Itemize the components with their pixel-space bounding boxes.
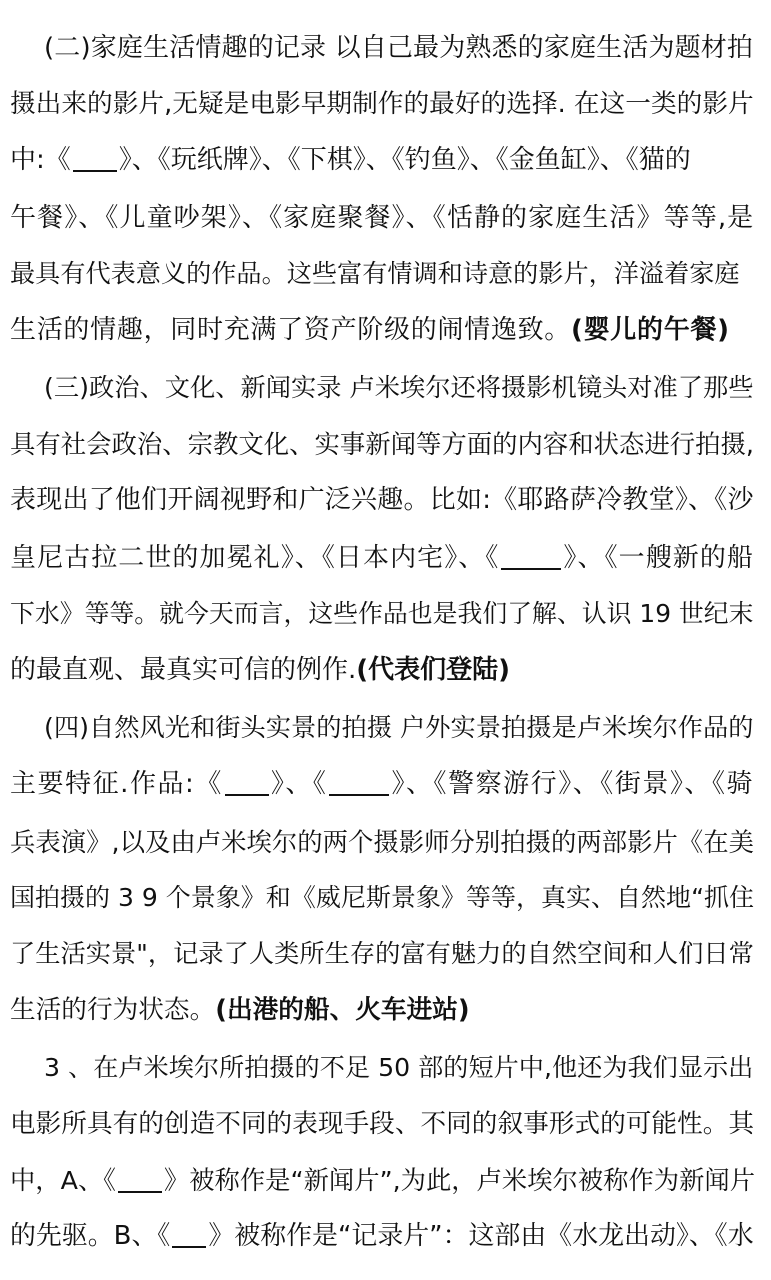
para-2-line-4: 午餐》、《儿童吵架》、《家庭聚餐》、《恬静的家庭生活》等等,是 (10, 203, 755, 233)
text-segment: 》、《警察游行》、《街景》、《骑 (391, 769, 755, 799)
para-4-line-2 (10, 756, 754, 812)
para-2-line-3 (10, 132, 691, 188)
text-segment: 的先驱。B、《 (10, 1221, 171, 1251)
text-segment: 》、《一艘新的船 (563, 543, 754, 573)
text-segment: 》、《 (270, 769, 328, 799)
para-3-line-2: 具有社会政治、宗教文化、实事新闻等方面的内容和状态进行拍摄, (10, 429, 754, 459)
para-4-line-5: 了生活实景"，记录了人类所生存的富有魅力的自然空间和人们日常 (10, 939, 754, 968)
fill-blank (118, 1165, 162, 1193)
para-4-line-4: 国拍摄的 3 9 个景象》和《威尼斯景象》等等，真实、自然地“抓住 (10, 883, 755, 912)
fill-blank (73, 144, 117, 172)
fill-blank (501, 542, 561, 570)
fill-blank (172, 1220, 206, 1248)
para-3-line-1: (三)政治、文化、新闻实录 卢米埃尔还将摄影机镜头对准了那些 (44, 373, 754, 402)
text-segment: 的最直观、最真实可信的例作. (10, 655, 357, 685)
para-2-line-2: 摄出来的影片,无疑是电影早期制作的最好的选择. 在这一类的影片 (10, 89, 754, 119)
fill-blank (329, 768, 389, 796)
para-2-line-1: (二)家庭生活情趣的记录 以自己最为熟悉的家庭生活为题材拍 (44, 33, 754, 63)
section-3-line-3 (10, 1152, 755, 1208)
para-4-line-1: (四)自然风光和街头实景的拍摄 户外实景拍摄是卢米埃尔作品的 (44, 713, 754, 742)
text-segment: 》、《玩纸牌》、《下棋》、《钓鱼》、《金鱼缸》、《猫的 (118, 145, 691, 175)
text-segment: 中，A、《 (10, 1165, 116, 1195)
para-4-line-3: 兵表演》,以及由卢米埃尔的两个摄影师分别拍摄的两部影片《在美 (10, 827, 754, 857)
text-segment: 生活的行为状态。 (10, 995, 216, 1025)
text-segment: 中:《 (10, 145, 71, 175)
text-segment: 》被称作是“新闻片”,为此，卢米埃尔被称作为新闻片 (163, 1165, 756, 1195)
text-segment: 》被称作是“记录片”：这部由《水龙出动》、《水 (208, 1221, 754, 1251)
para-2-line-6 (10, 302, 730, 358)
text-segment: 主要特征.作品:《 (10, 769, 223, 799)
text-segment: 皇尼古拉二世的加冕礼》、《日本内宅》、《 (10, 543, 500, 573)
answer-text: (出港的船、火车进站) (215, 995, 470, 1025)
para-3-line-6 (10, 642, 510, 698)
para-3-line-3: 表现出了他们开阔视野和广泛兴趣。比如:《耶路萨冷教堂》、《沙 (10, 485, 754, 515)
text-segment: 生活的情趣，同时充满了资产阶级的闹情逸致。 (10, 315, 571, 345)
para-3-line-5: 下水》等等。就今天而言，这些作品也是我们了解、认识 19 世纪末 (10, 599, 754, 628)
section-3-line-1: 3 、在卢米埃尔所拍摄的不足 50 部的短片中,他还为我们显示出 (44, 1053, 754, 1082)
para-3-line-4 (10, 530, 754, 586)
answer-text: (婴儿的午餐) (571, 315, 730, 345)
fill-blank (225, 768, 269, 796)
section-3-line-2: 电影所具有的创造不同的表现手段、不同的叙事形式的可能性。其 (10, 1109, 755, 1139)
answer-text: (代表们登陆) (356, 655, 511, 685)
section-3-line-4 (10, 1208, 754, 1264)
para-4-line-6 (10, 982, 470, 1038)
para-2-line-5: 最具有代表意义的作品。这些富有情调和诗意的影片，洋溢着家庭 (10, 259, 740, 288)
